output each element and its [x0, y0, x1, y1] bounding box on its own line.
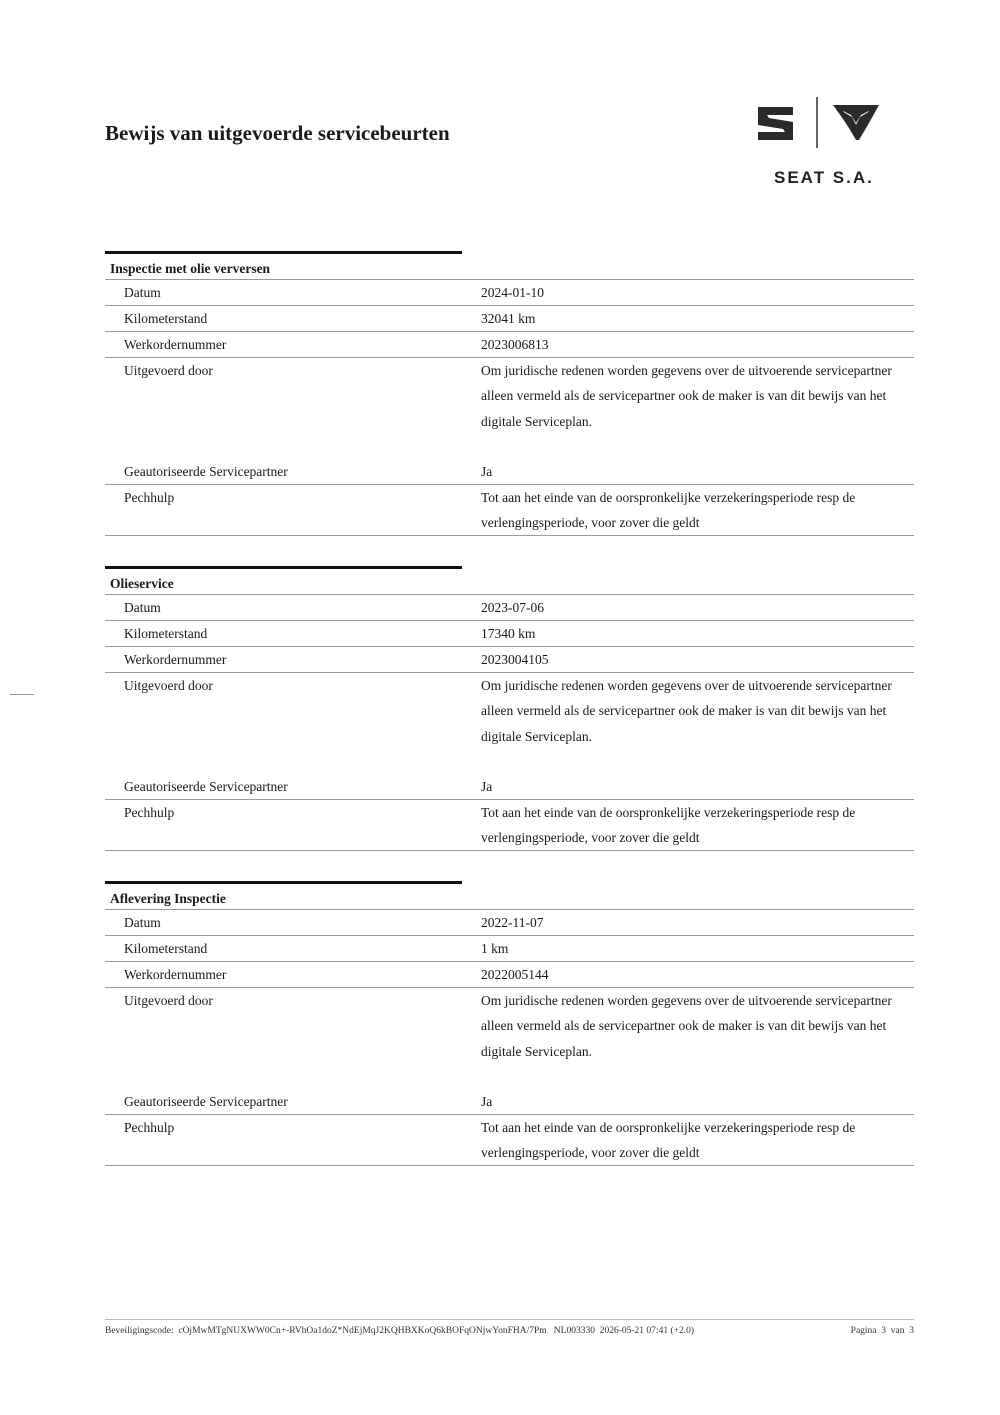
service-section-2: [105, 566, 914, 851]
label-kilometerstand: Kilometerstand: [124, 941, 208, 956]
row-geautoriseerd: [105, 1089, 914, 1115]
row-werkordernummer: [105, 647, 914, 673]
value-kilometerstand: 32041 km: [481, 311, 536, 326]
value-kilometerstand: 17340 km: [481, 626, 536, 641]
value-kilometerstand: 1 km: [481, 941, 509, 956]
service-section-1: [105, 251, 914, 536]
label-datum: Datum: [124, 285, 161, 300]
value-uitgevoerd-door: Om juridische redenen worden gegevens over de uitvoerende servicepartner alleen vermeld als de servicepartner ook de maker is van dit bewijs van het digitale Serviceplan.: [481, 363, 892, 429]
value-pechhulp: Tot aan het einde van de oorspronkelijke verzekeringsperiode resp de verlengingsperiode, voor zover die geldt: [481, 490, 856, 531]
margin-mark: [10, 694, 34, 695]
value-geautoriseerd: Ja: [481, 779, 493, 794]
value-uitgevoerd-door: Om juridische redenen worden gegevens over de uitvoerende servicepartner alleen vermeld als de servicepartner ook de maker is van dit bewijs van het digitale Serviceplan.: [481, 993, 892, 1059]
value-werkordernummer: 2023006813: [481, 337, 549, 352]
footer: [105, 1326, 914, 1336]
row-uitgevoerd-door: [105, 673, 914, 774]
row-pechhulp: [105, 1115, 914, 1166]
label-uitgevoerd-door: Uitgevoerd door: [124, 678, 213, 693]
row-uitgevoerd-door: [105, 358, 914, 459]
row-uitgevoerd-door: [105, 988, 914, 1089]
label-geautoriseerd: Geautoriseerde Servicepartner: [124, 1094, 288, 1109]
service-section-3: [105, 881, 914, 1166]
label-kilometerstand: Kilometerstand: [124, 311, 208, 326]
row-geautoriseerd: [105, 459, 914, 485]
label-geautoriseerd: Geautoriseerde Servicepartner: [124, 464, 288, 479]
value-werkordernummer: 2023004105: [481, 652, 549, 667]
page-number: Pagina 3 van 3: [850, 1326, 914, 1336]
label-uitgevoerd-door: Uitgevoerd door: [124, 363, 213, 378]
value-werkordernummer: 2022005144: [481, 967, 549, 982]
section-title: Inspectie met olie verversen: [105, 254, 914, 280]
value-datum: 2024-01-10: [481, 285, 544, 300]
value-pechhulp: Tot aan het einde van de oorspronkelijke verzekeringsperiode resp de verlengingsperiode, voor zover die geldt: [481, 1120, 856, 1161]
label-pechhulp: Pechhulp: [124, 490, 175, 505]
brand-name: SEAT S.A.: [774, 168, 874, 187]
label-werkordernummer: Werkordernummer: [124, 337, 227, 352]
row-datum: [105, 910, 914, 936]
security-code: Beveiligingscode: cOjMwMTgNUXWW0Cn+-RVhOa1doZ*NdEjMqJ2KQHBXKoQ6kBOFqONjwYonFHA/7Pm NL003330 2026-05-21 07:41 (+2.0): [105, 1326, 694, 1336]
label-geautoriseerd: Geautoriseerde Servicepartner: [124, 779, 288, 794]
value-uitgevoerd-door: Om juridische redenen worden gegevens over de uitvoerende servicepartner alleen vermeld als de servicepartner ook de maker is van dit bewijs van het digitale Serviceplan.: [481, 678, 892, 744]
label-pechhulp: Pechhulp: [124, 805, 175, 820]
row-datum: [105, 595, 914, 621]
row-geautoriseerd: [105, 774, 914, 800]
label-pechhulp: Pechhulp: [124, 1120, 175, 1135]
row-pechhulp: [105, 485, 914, 536]
value-geautoriseerd: Ja: [481, 464, 493, 479]
value-geautoriseerd: Ja: [481, 1094, 493, 1109]
row-werkordernummer: [105, 962, 914, 988]
label-uitgevoerd-door: Uitgevoerd door: [124, 993, 213, 1008]
value-pechhulp: Tot aan het einde van de oorspronkelijke verzekeringsperiode resp de verlengingsperiode, voor zover die geldt: [481, 805, 856, 846]
value-datum: 2022-11-07: [481, 915, 544, 930]
label-werkordernummer: Werkordernummer: [124, 652, 227, 667]
row-werkordernummer: [105, 332, 914, 358]
section-title: Olieservice: [105, 569, 914, 595]
section-title: Aflevering Inspectie: [105, 884, 914, 910]
label-werkordernummer: Werkordernummer: [124, 967, 227, 982]
row-kilometerstand: [105, 306, 914, 332]
label-kilometerstand: Kilometerstand: [124, 626, 208, 641]
page-title: Bewijs van uitgevoerde servicebeurten: [105, 121, 450, 145]
value-datum: 2023-07-06: [481, 600, 544, 615]
label-datum: Datum: [124, 600, 161, 615]
footer-divider: [105, 1319, 914, 1320]
seat-logo-icon: [758, 107, 793, 140]
row-datum: [105, 280, 914, 306]
row-pechhulp: [105, 800, 914, 851]
row-kilometerstand: [105, 621, 914, 647]
row-kilometerstand: [105, 936, 914, 962]
label-datum: Datum: [124, 915, 161, 930]
cupra-logo-icon: [833, 105, 879, 140]
